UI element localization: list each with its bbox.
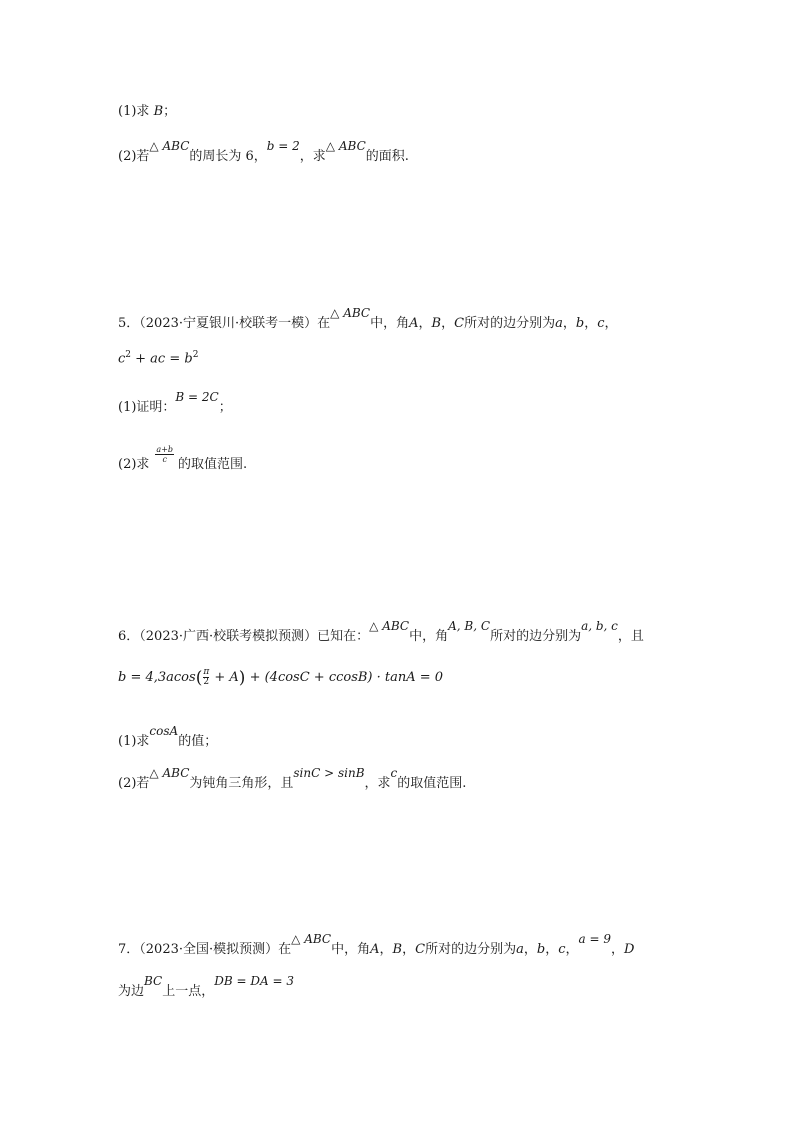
q7-sep: ， xyxy=(379,942,393,957)
q6-part1-expr: cosA xyxy=(149,724,179,738)
q7-line2-text2: 上一点， xyxy=(162,984,215,999)
q4-part2-text2: ，求 xyxy=(299,149,326,164)
q7-angle-c: C xyxy=(415,942,426,957)
q6-text4: ，且 xyxy=(617,629,644,644)
q5-stem xyxy=(118,306,618,333)
q7-text1: 在 xyxy=(278,942,292,957)
q4-part2-text3: 的面积. xyxy=(365,149,409,164)
q4-part2-cond: b = 2 xyxy=(266,139,300,153)
q6-eq-rest: + (4cosC + ccosB) · tanA = 0 xyxy=(245,670,444,685)
q5-part2-label: (2)求 xyxy=(118,457,150,472)
q5-side-a: a xyxy=(555,316,563,331)
q5-part1 xyxy=(118,390,232,417)
q6-triangle: △ ABC xyxy=(369,619,410,633)
q6-eq-start: b = 4,3acos xyxy=(118,670,196,685)
q5-eq-sq1: 2 xyxy=(125,350,132,360)
q6-part2-text3: 的取值范围. xyxy=(397,776,467,791)
q7-sep: ， xyxy=(523,942,537,957)
q4-part1 xyxy=(118,103,176,121)
fraction-denominator: c xyxy=(162,455,167,464)
q5-eq-b: b xyxy=(184,351,193,367)
q7-cond2: DB = DA = 3 xyxy=(214,974,294,988)
q5-sep: ， xyxy=(604,316,618,331)
q4-part1-label: (1)求 xyxy=(118,104,150,119)
q5-part1-label: (1)证明： xyxy=(118,400,176,415)
q7-side-b: b xyxy=(536,942,546,957)
q6-part2 xyxy=(118,766,467,793)
fraction-numerator: π xyxy=(203,667,210,677)
q6-stem xyxy=(118,619,644,646)
q5-sep: ， xyxy=(584,316,598,331)
q7-bc: BC xyxy=(144,974,163,988)
q7-angle-a: A xyxy=(370,942,380,957)
q5-angle-b: B xyxy=(431,316,442,331)
q5-eq-sq2: 2 xyxy=(192,350,199,360)
q7-sep: ， xyxy=(402,942,416,957)
q6-eq-fraction xyxy=(203,668,209,687)
q6-part2-triangle: △ ABC xyxy=(149,766,190,780)
q6-equation: b = 4,3acos( $\frac{\pi}{2}$ + A) + (4cosC + ccosB) · tanA = 0 xyxy=(118,667,444,688)
q5-sep: ， xyxy=(418,316,432,331)
q5-sep: ， xyxy=(441,316,455,331)
q5-triangle: △ ABC xyxy=(330,306,371,320)
q5-text1: 在 xyxy=(317,316,331,331)
q5-part2-text: 的取值范围. xyxy=(178,457,248,472)
q7-line2 xyxy=(118,974,294,1001)
q7-triangle: △ ABC xyxy=(291,932,332,946)
q4-part2 xyxy=(118,139,409,166)
q4-part2-text1: 的周长为 6， xyxy=(189,149,267,164)
q6-source: （2023·广西·校联考模拟预测） xyxy=(139,629,318,644)
q4-part1-var: B xyxy=(153,104,164,119)
q6-part1 xyxy=(118,724,218,751)
q7-side-c: c xyxy=(558,942,566,957)
fraction-denominator: 2 xyxy=(203,677,210,687)
q5-part2-fraction xyxy=(155,445,174,464)
q4-part1-end: ； xyxy=(163,104,177,119)
q6-part1-label: (1)求 xyxy=(118,734,150,749)
q7-source: （2023·全国·模拟预测） xyxy=(139,942,279,957)
q6-text1: 已知在： xyxy=(317,629,370,644)
q4-part2-triangle2: △ ABC xyxy=(325,139,366,153)
q7-cond: a = 9 xyxy=(578,932,611,946)
q5-part2 xyxy=(118,445,248,474)
fraction-numerator: a+b xyxy=(156,445,174,454)
q7-number: 7． xyxy=(118,942,140,957)
q7-sep: ， xyxy=(610,942,624,957)
q6-part2-cond: sinC > sinB xyxy=(293,766,365,780)
q5-text2: 中，角 xyxy=(370,316,410,331)
q6-text3: 所对的边分别为 xyxy=(490,629,582,644)
q6-number: 6． xyxy=(118,629,140,644)
q6-part2-label: (2)若 xyxy=(118,776,150,791)
q7-point-d: D xyxy=(624,942,635,957)
q6-part2-c: c xyxy=(390,766,398,780)
q5-part1-end: ； xyxy=(218,400,232,415)
q5-angle-a: A xyxy=(409,316,419,331)
q6-text2: 中，角 xyxy=(409,629,449,644)
q5-part1-eq: B = 2C xyxy=(175,390,219,404)
q6-part2-text2: ，求 xyxy=(364,776,391,791)
q7-sep: ， xyxy=(545,942,559,957)
q5-sep: ， xyxy=(562,316,576,331)
q5-equation xyxy=(118,346,198,368)
q5-number: 5． xyxy=(118,316,140,331)
q5-side-b: b xyxy=(575,316,585,331)
q6-part1-text: 的值； xyxy=(178,734,218,749)
q7-text2: 中，角 xyxy=(331,942,371,957)
q7-stem xyxy=(118,932,635,959)
q7-text3: 所对的边分别为 xyxy=(425,942,517,957)
q7-line2-text1: 为边 xyxy=(118,984,145,999)
q5-angle-c: C xyxy=(454,316,465,331)
q6-sides: a, b, c xyxy=(581,619,618,633)
q7-side-a: a xyxy=(516,942,524,957)
q6-part2-text1: 为钝角三角形，且 xyxy=(189,776,294,791)
q5-source: （2023·宁夏银川·校联考一模） xyxy=(139,316,318,331)
q5-side-c: c xyxy=(597,316,605,331)
q6-angles: A, B, C xyxy=(448,619,491,633)
q5-eq-mid: + ac = xyxy=(131,351,185,367)
q4-part2-triangle: △ ABC xyxy=(149,139,190,153)
q7-angle-b: B xyxy=(392,942,403,957)
q5-text3: 所对的边分别为 xyxy=(464,316,556,331)
q5-eq-c: c xyxy=(118,351,126,367)
q7-sep: ， xyxy=(565,942,579,957)
q6-eq-plus-a: + A xyxy=(210,670,239,685)
q4-part2-label: (2)若 xyxy=(118,149,150,164)
